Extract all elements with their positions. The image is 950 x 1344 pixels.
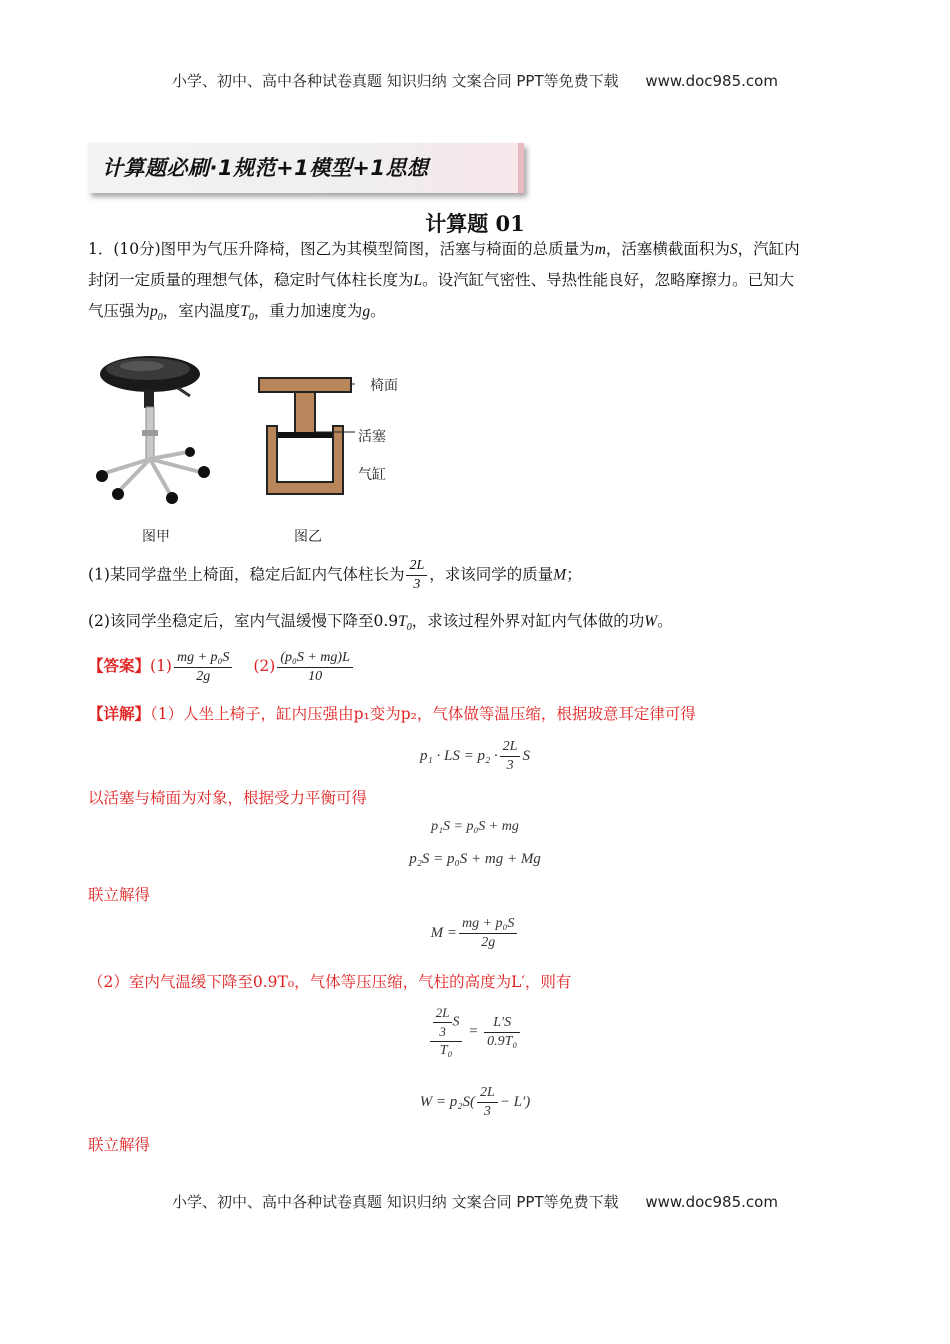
detail-text: （1）人坐上椅子，缸内压强由p₁变为p₂，气体做等温压缩，根据玻意耳定律可得 [150, 705, 696, 723]
answer-block [88, 648, 868, 686]
question-text: 气压强为 [88, 302, 151, 320]
label-piston: 活塞 [358, 429, 386, 445]
eq1-den: 3 [506, 758, 514, 773]
answer-part-1: (1) [150, 657, 172, 675]
eq5-right-den: 0.9T₀ [487, 1033, 518, 1049]
question-text: 。设汽缸气密性、导热性能良好，忽略摩擦力。已知大 [422, 271, 795, 289]
problem-title: 计算题 01 [425, 211, 525, 236]
figure-caption-left: 图甲 [142, 529, 170, 545]
footer-site-link[interactable]: www.doc985.com [645, 1193, 778, 1211]
question-text: 封闭一定质量的理想气体，稳定时气体柱长度为 [88, 271, 414, 289]
detail-line-4: （2）室内气温缓下降至0.9T₀，气体等压压缩，气柱的高度为L′，则有 [88, 973, 572, 991]
eq4-num: mg + p₀S [459, 915, 517, 934]
q2-text: (2)该同学坐稳定后，室内气温缓慢下降至0.9 [88, 612, 399, 630]
equation-4 [0, 915, 950, 952]
detail-line-5: 联立解得 [88, 1136, 151, 1154]
eq1-left: p₁ · LS = p₂ · [420, 747, 498, 764]
answer-2-num: (p₀S + mg)L [277, 649, 353, 668]
sub-question-1 [88, 557, 868, 594]
eq5-top-S: S [452, 1014, 460, 1030]
eq6-den: 3 [483, 1104, 491, 1119]
equation-2: p₁S = p₀S + mg [431, 819, 519, 834]
eq5-top-den: 3 [439, 1024, 446, 1039]
header-site-link[interactable]: www.doc985.com [645, 72, 778, 90]
question-intro [88, 234, 868, 333]
eq6-right: − L′) [499, 1093, 531, 1110]
q2-text: 。 [657, 612, 673, 630]
banner-label: 计算题必刷·1规范+1模型+1思想 [102, 156, 429, 180]
answer-part-2: (2) [253, 657, 276, 675]
q2-text: ，求该过程外界对缸内气体做的功 [411, 612, 645, 630]
var-S: S [729, 241, 738, 258]
footer-text: 小学、初中、高中各种试卷真题 知识归纳 文案合同 PPT等免费下载 [172, 1193, 619, 1211]
var-p0: p [150, 303, 158, 320]
eq4-den: 2g [481, 935, 496, 950]
eq5-top-num: 2L [433, 1004, 453, 1023]
var-T0: T [240, 303, 249, 320]
detail-line-2: 以活塞与椅面为对象，根据受力平衡可得 [88, 789, 368, 807]
question-text: ，汽缸内 [737, 240, 800, 258]
answer-2-den: 10 [308, 668, 323, 684]
detail-line-1 [88, 698, 868, 730]
eq4-left: M = [430, 924, 457, 941]
header-text: 小学、初中、高中各种试卷真题 知识归纳 文案合同 PPT等免费下载 [172, 72, 619, 90]
equation-1 [0, 738, 950, 775]
eq5-den: T₀ [439, 1043, 453, 1058]
eq5-right-num: L′S [484, 1014, 520, 1033]
label-cylinder: 气缸 [358, 467, 386, 483]
equation-3: p₂S = p₀S + mg + Mg [409, 851, 541, 867]
q1-frac-den: 3 [413, 577, 421, 592]
q1-text: ； [566, 565, 582, 584]
eq1-right: S [522, 747, 530, 764]
var-T0-sub: 0 [248, 312, 254, 324]
equation-6 [0, 1084, 950, 1121]
var-p0-sub: 0 [157, 312, 163, 324]
stool-photo [90, 352, 220, 504]
answer-1-num: mg + p₀S [174, 649, 232, 668]
question-text: ，活塞横截面积为 [605, 240, 730, 258]
eq1-num: 2L [500, 738, 521, 757]
var-M: M [553, 566, 567, 584]
detail-tag: 【详解】 [88, 704, 151, 723]
label-seat: 椅面 [370, 378, 398, 394]
answer-1-den: 2g [196, 668, 211, 684]
var-m: m [594, 241, 606, 258]
var-g: g [362, 303, 371, 320]
sub-question-2 [88, 606, 868, 643]
page-header [0, 70, 950, 91]
equation-5 [0, 1004, 950, 1060]
question-text: 。 [370, 302, 386, 320]
eq5-equals: = [468, 1023, 479, 1040]
q1-text: ，求该同学的质量 [429, 565, 554, 584]
model-diagram [255, 370, 355, 496]
q1-text: (1)某同学盘坐上椅面，稳定后缸内气体柱长为 [88, 565, 405, 584]
var-L: L [413, 272, 423, 289]
question-text: ，重力加速度为 [253, 302, 363, 320]
question-text: ，室内温度 [162, 302, 241, 320]
eq6-num: 2L [477, 1084, 498, 1103]
section-banner [88, 143, 524, 193]
var-W: W [644, 613, 658, 630]
eq6-left: W = p₂S( [419, 1093, 476, 1110]
answer-tag: 【答案】 [88, 656, 151, 675]
var-T: T [398, 613, 407, 630]
figure-caption-right: 图乙 [294, 529, 322, 545]
question-text: 1．(10分)图甲为气压升降椅，图乙为其模型简图，活塞与椅面的总质量为 [88, 240, 595, 258]
detail-line-3: 联立解得 [88, 886, 151, 904]
var-T-sub: 0 [406, 622, 412, 634]
page-footer [0, 1191, 950, 1212]
q1-frac-num: 2L [406, 557, 427, 576]
